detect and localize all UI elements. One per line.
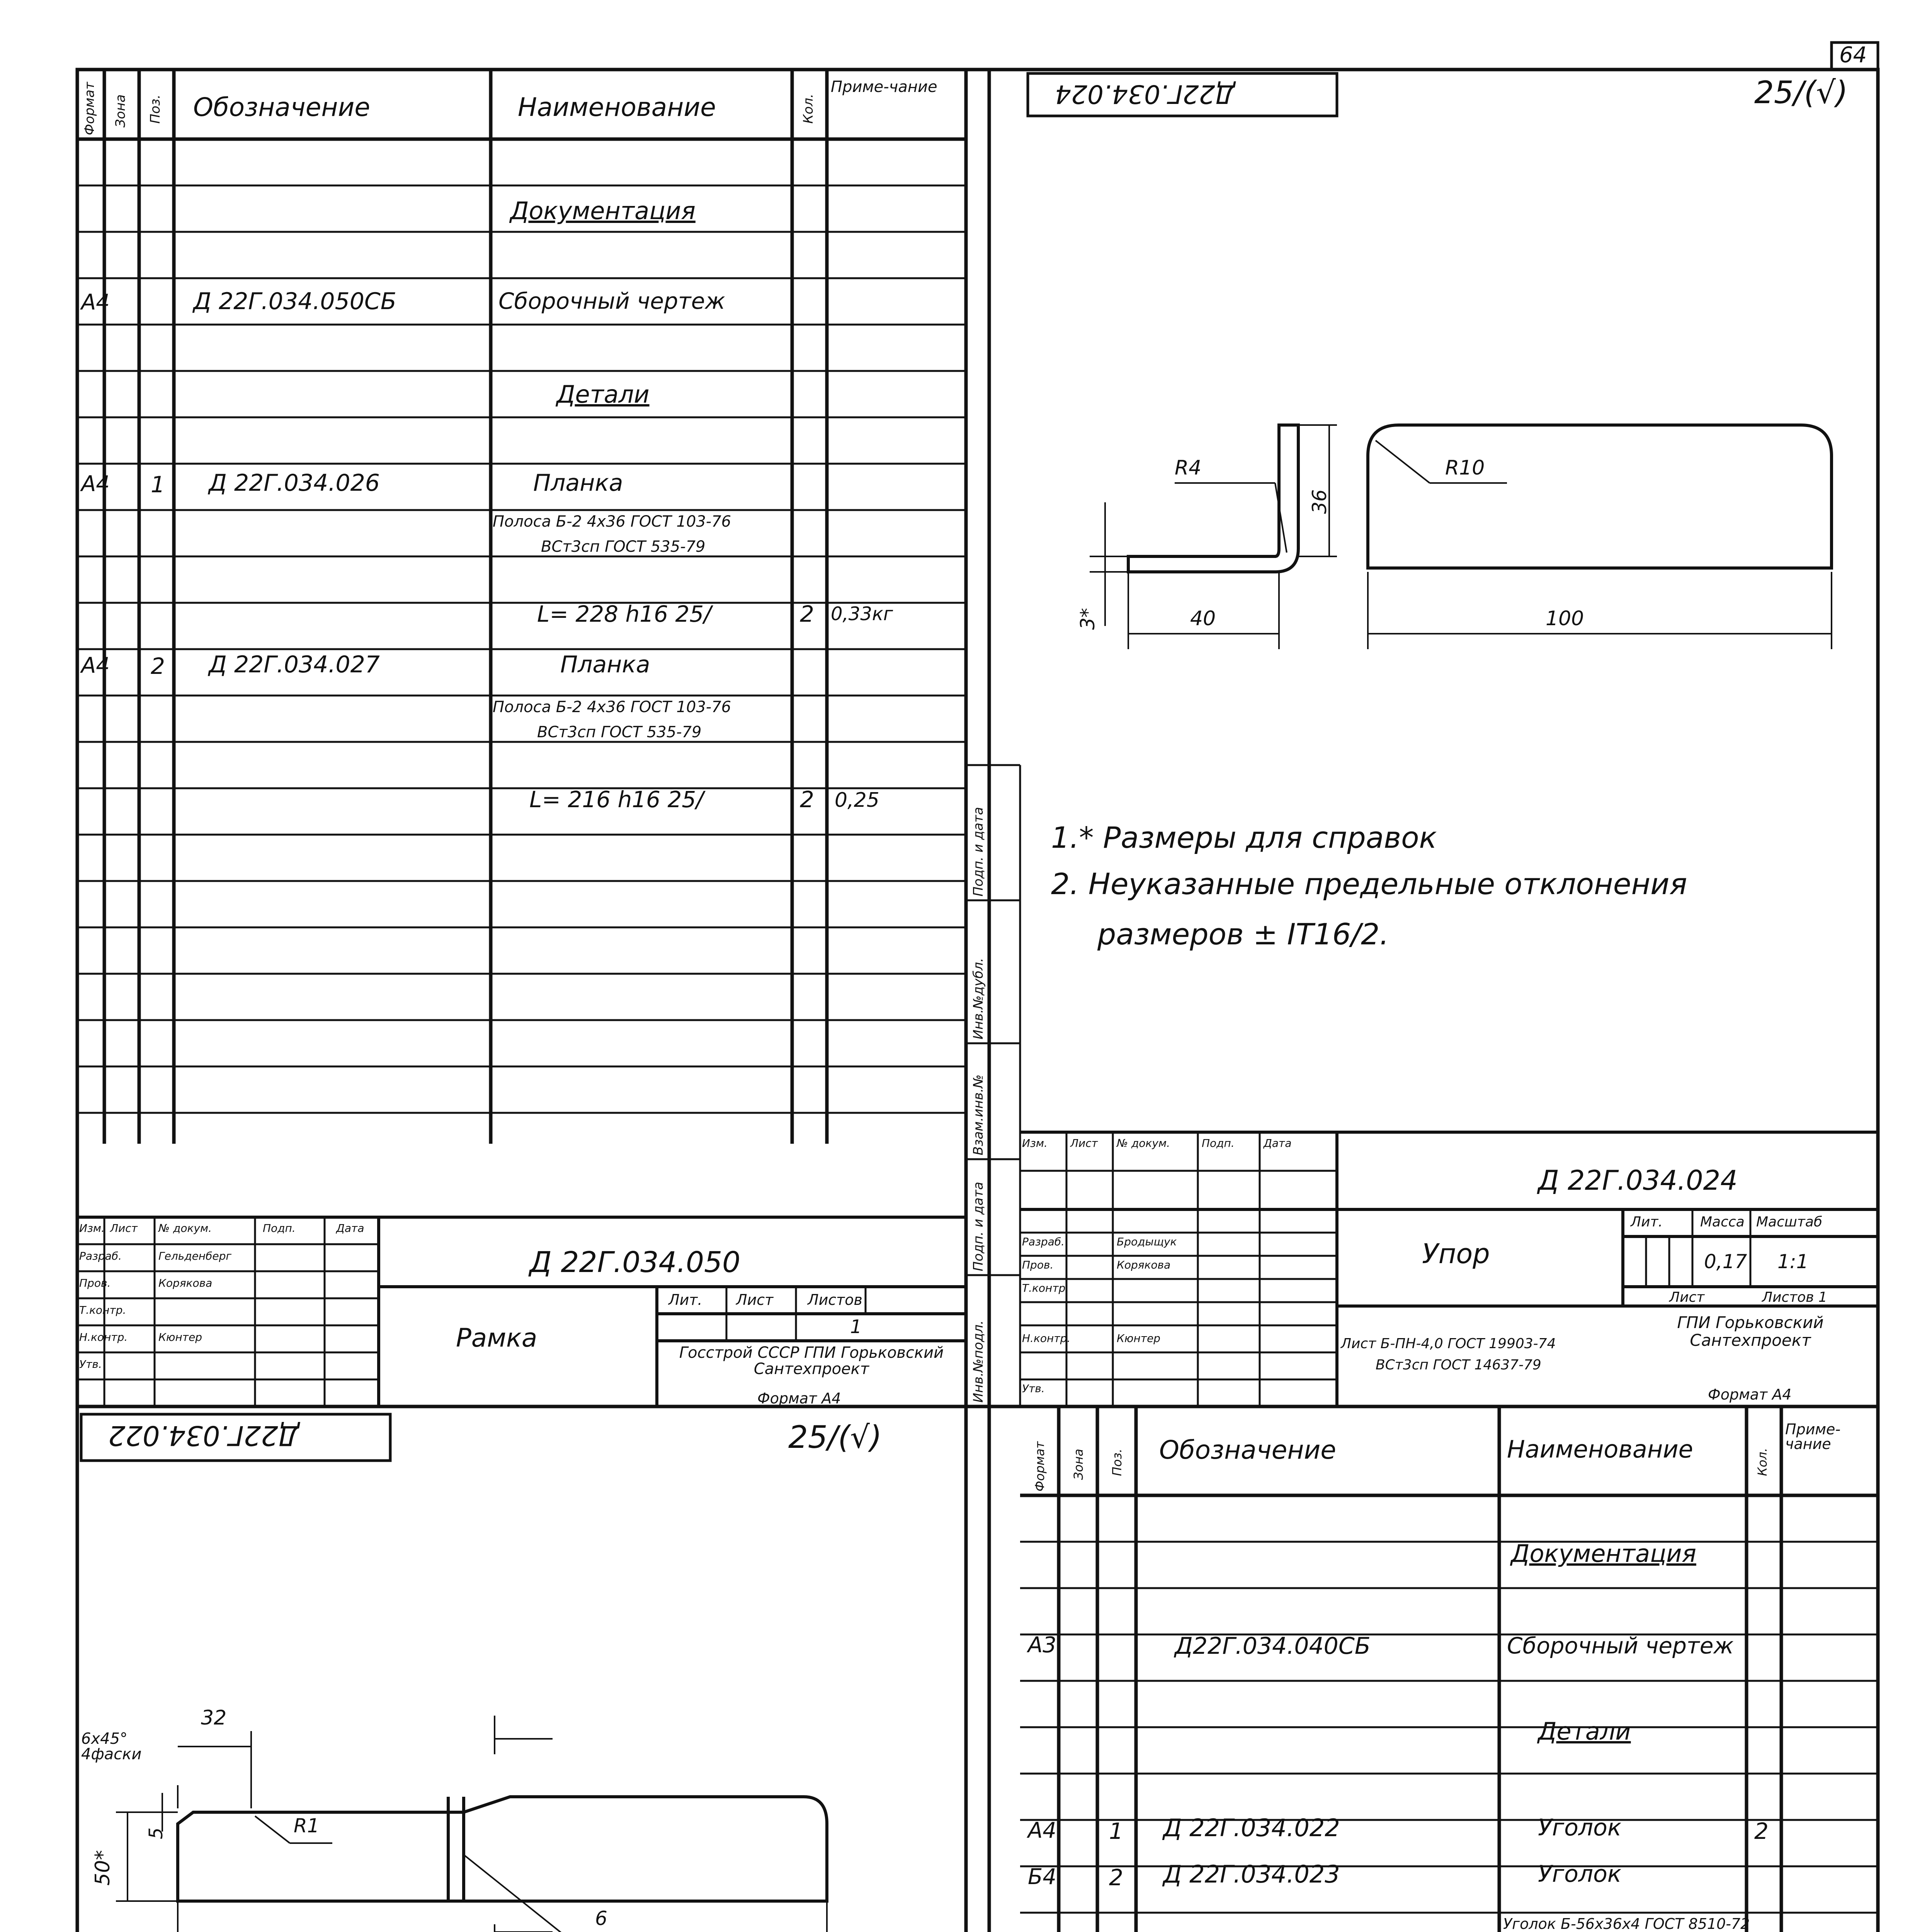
stamp-mass-label: Масса <box>1700 1214 1745 1230</box>
row-designation: Д 22Г.034.026 <box>209 469 380 497</box>
row-pos: 1 <box>1109 1818 1123 1844</box>
row-designation: Д 22Г.034.027 <box>209 651 380 678</box>
section-documentation: Документация <box>1511 1539 1696 1568</box>
stamp-label: Подп. <box>1202 1137 1235 1150</box>
stamp-label: Лист <box>110 1222 138 1235</box>
note-1: 1.* Размеры для справок <box>1051 820 1437 855</box>
margin-label: Подп. и дата <box>971 807 986 896</box>
header-designation: Обозначение <box>193 92 370 122</box>
header-name: Наименование <box>518 92 716 122</box>
stamp-sheet-label: Лист <box>1669 1289 1705 1305</box>
format-label: Формат А4 <box>757 1390 841 1407</box>
row-material: ВСт3сп ГОСТ 535-79 <box>541 538 706 556</box>
stamp-role: Утв. <box>1022 1382 1045 1395</box>
stamp-role: Разраб. <box>1022 1235 1065 1248</box>
row-material: ВСт3сп ГОСТ 535-79 <box>537 723 702 741</box>
dim-6: 6 <box>595 1907 607 1930</box>
header-qty: Кол. <box>1755 1448 1770 1476</box>
row-designation: Д22Г.034.040СБ <box>1175 1633 1371 1660</box>
stamp-role: Пров. <box>79 1277 111 1289</box>
row-name: Уголок <box>1538 1814 1622 1841</box>
stamp-mass-value: 0,17 <box>1704 1250 1747 1273</box>
row-pos: 2 <box>151 653 165 679</box>
row-name: Планка <box>533 469 623 497</box>
row-format: А3 <box>1028 1633 1056 1658</box>
section-documentation: Документация <box>510 197 696 225</box>
stamp-material: ВСт3сп ГОСТ 14637-79 <box>1376 1357 1541 1373</box>
stamp-label: Изм. <box>79 1222 105 1235</box>
row-note: 0,33кг <box>831 603 893 625</box>
dim-50: 50* <box>91 1850 114 1886</box>
stamp-label: № докум. <box>1117 1137 1170 1150</box>
row-format: А4 <box>81 290 110 315</box>
stamp-scale-label: Масштаб <box>1756 1214 1823 1230</box>
stamp-title: Рамка <box>456 1323 537 1353</box>
stop-plate-drawing <box>1128 425 1832 572</box>
note-2-cont: размеров ± IT16/2. <box>1097 917 1389 951</box>
row-designation: Д 22Г.034.050СБ <box>193 288 396 315</box>
stamp-person: Бродыщук <box>1117 1235 1177 1248</box>
stamp-sheets-label: Листов <box>808 1291 862 1308</box>
stamp-role: Утв. <box>79 1358 102 1371</box>
header-note: Приме-чание <box>831 78 937 96</box>
note-2: 2. Неуказанные предельные отклонения <box>1051 867 1687 901</box>
row-name: Сборочный чертеж <box>1507 1633 1734 1659</box>
stamp-org: ГПИ Горьковский Сантехпроект <box>1677 1313 1824 1350</box>
stamp-role: Н.контр. <box>1022 1332 1071 1345</box>
dim-32: 32 <box>201 1706 227 1730</box>
row-material: Уголок Б-56х36х4 ГОСТ 8510-72 <box>1503 1915 1750 1932</box>
margin-label: Подп. и дата <box>971 1182 986 1271</box>
header-note: Приме-чание <box>1785 1421 1841 1452</box>
row-pos: 1 <box>151 471 165 498</box>
stamp-code: Д 22Г.034.050 <box>529 1246 741 1279</box>
stamp-person: Гельденберг <box>158 1250 232 1262</box>
mirrored-code: Д22Г.034.022 <box>108 1420 299 1451</box>
row-pos: 2 <box>1109 1864 1123 1891</box>
stamp-label: Изм. <box>1022 1137 1048 1150</box>
stamp-material: Лист Б-ПН-4,0 ГОСТ 19903-74 <box>1341 1336 1556 1352</box>
margin-label: Инв.№дубл. <box>971 957 986 1039</box>
stamp-sheet-label: Лист <box>736 1291 774 1308</box>
header-designation: Обозначение <box>1159 1435 1336 1465</box>
row-qty: 2 <box>800 786 814 813</box>
row-format: А4 <box>81 653 110 678</box>
dim-5: 5 <box>145 1827 167 1839</box>
header-format: Формат <box>82 82 97 135</box>
row-name: Уголок <box>1538 1861 1622 1888</box>
row-qty: 2 <box>1754 1818 1769 1844</box>
dim-3: 3* <box>1077 608 1099 630</box>
dim-40: 40 <box>1190 607 1216 630</box>
header-name: Наименование <box>1507 1435 1693 1463</box>
header-pos: Поз. <box>148 94 163 124</box>
row-format: А4 <box>1028 1818 1056 1843</box>
stamp-label: № докум. <box>158 1222 212 1235</box>
header-zone: Зона <box>1071 1449 1086 1480</box>
row-material: Полоса Б-2 4х36 ГОСТ 103-76 <box>493 698 731 716</box>
stamp-role: Н.контр. <box>79 1331 128 1344</box>
header-qty: Кол. <box>801 94 816 124</box>
row-material: Полоса Б-2 4х36 ГОСТ 103-76 <box>493 513 731 531</box>
stamp-label: Лист <box>1070 1137 1098 1150</box>
header-zone: Зона <box>113 94 128 128</box>
dim-100: 100 <box>1546 607 1584 630</box>
format-label: Формат А4 <box>1708 1386 1792 1403</box>
stamp-label: Подп. <box>263 1222 296 1235</box>
dim-r1: R1 <box>294 1815 320 1837</box>
stamp-org: Госстрой СССР ГПИ Горьковский Сантехпроект <box>679 1344 944 1378</box>
stamp-role: Пров. <box>1022 1259 1054 1271</box>
row-designation: Д 22Г.034.022 <box>1163 1814 1340 1842</box>
stamp-label: Дата <box>1264 1137 1292 1150</box>
row-qty: 2 <box>800 601 814 627</box>
dim-chamfer: 6х45° 4фаски <box>81 1730 142 1763</box>
stamp-scale-value: 1:1 <box>1777 1250 1809 1273</box>
header-pos: Поз. <box>1110 1449 1124 1476</box>
stamp-lit-label: Лит. <box>1631 1214 1663 1230</box>
stamp-role: Т.контр. <box>1022 1282 1069 1294</box>
stamp-person: Корякова <box>158 1277 213 1289</box>
stamp-title: Упор <box>1422 1238 1490 1270</box>
row-length: L= 216 h16 25/ <box>529 786 704 813</box>
row-designation: Д 22Г.034.023 <box>1163 1860 1340 1888</box>
stamp-role: Т.контр. <box>79 1304 126 1316</box>
row-name: Сборочный чертеж <box>498 288 725 314</box>
section-details: Детали <box>556 380 650 408</box>
stamp-label: Дата <box>336 1222 364 1235</box>
roughness-symbol: 25/(√) <box>1754 75 1848 111</box>
header-format: Формат <box>1032 1441 1047 1492</box>
margin-label: Инв.№подл. <box>971 1320 986 1403</box>
page-number: 64 <box>1839 43 1867 68</box>
stamp-sheets-value: 1 <box>850 1316 862 1338</box>
stamp-role: Разраб. <box>79 1250 122 1262</box>
section-details: Детали <box>1538 1717 1631 1745</box>
dim-r4: R4 <box>1175 456 1202 480</box>
stamp-code: Д 22Г.034.024 <box>1538 1165 1738 1196</box>
row-note: 0,25 <box>835 789 879 812</box>
stamp-person: Кюнтер <box>1117 1332 1161 1345</box>
row-format: А4 <box>81 471 110 497</box>
stamp-lit-label: Лит. <box>668 1291 702 1308</box>
dim-r10: R10 <box>1445 456 1485 480</box>
row-format: Б4 <box>1028 1864 1057 1889</box>
margin-label: Взам.инв.№ <box>971 1074 986 1155</box>
stamp-sheets-label: Листов 1 <box>1762 1289 1827 1305</box>
stamp-person: Корякова <box>1117 1259 1171 1271</box>
stamp-person: Кюнтер <box>158 1331 202 1344</box>
row-length: L= 228 h16 25/ <box>537 601 711 627</box>
row-name: Планка <box>560 651 650 678</box>
mirrored-code: Д22Г.034.024 <box>1055 79 1235 109</box>
dim-36: 36 <box>1308 489 1331 514</box>
roughness-symbol: 25/(√) <box>788 1419 882 1455</box>
